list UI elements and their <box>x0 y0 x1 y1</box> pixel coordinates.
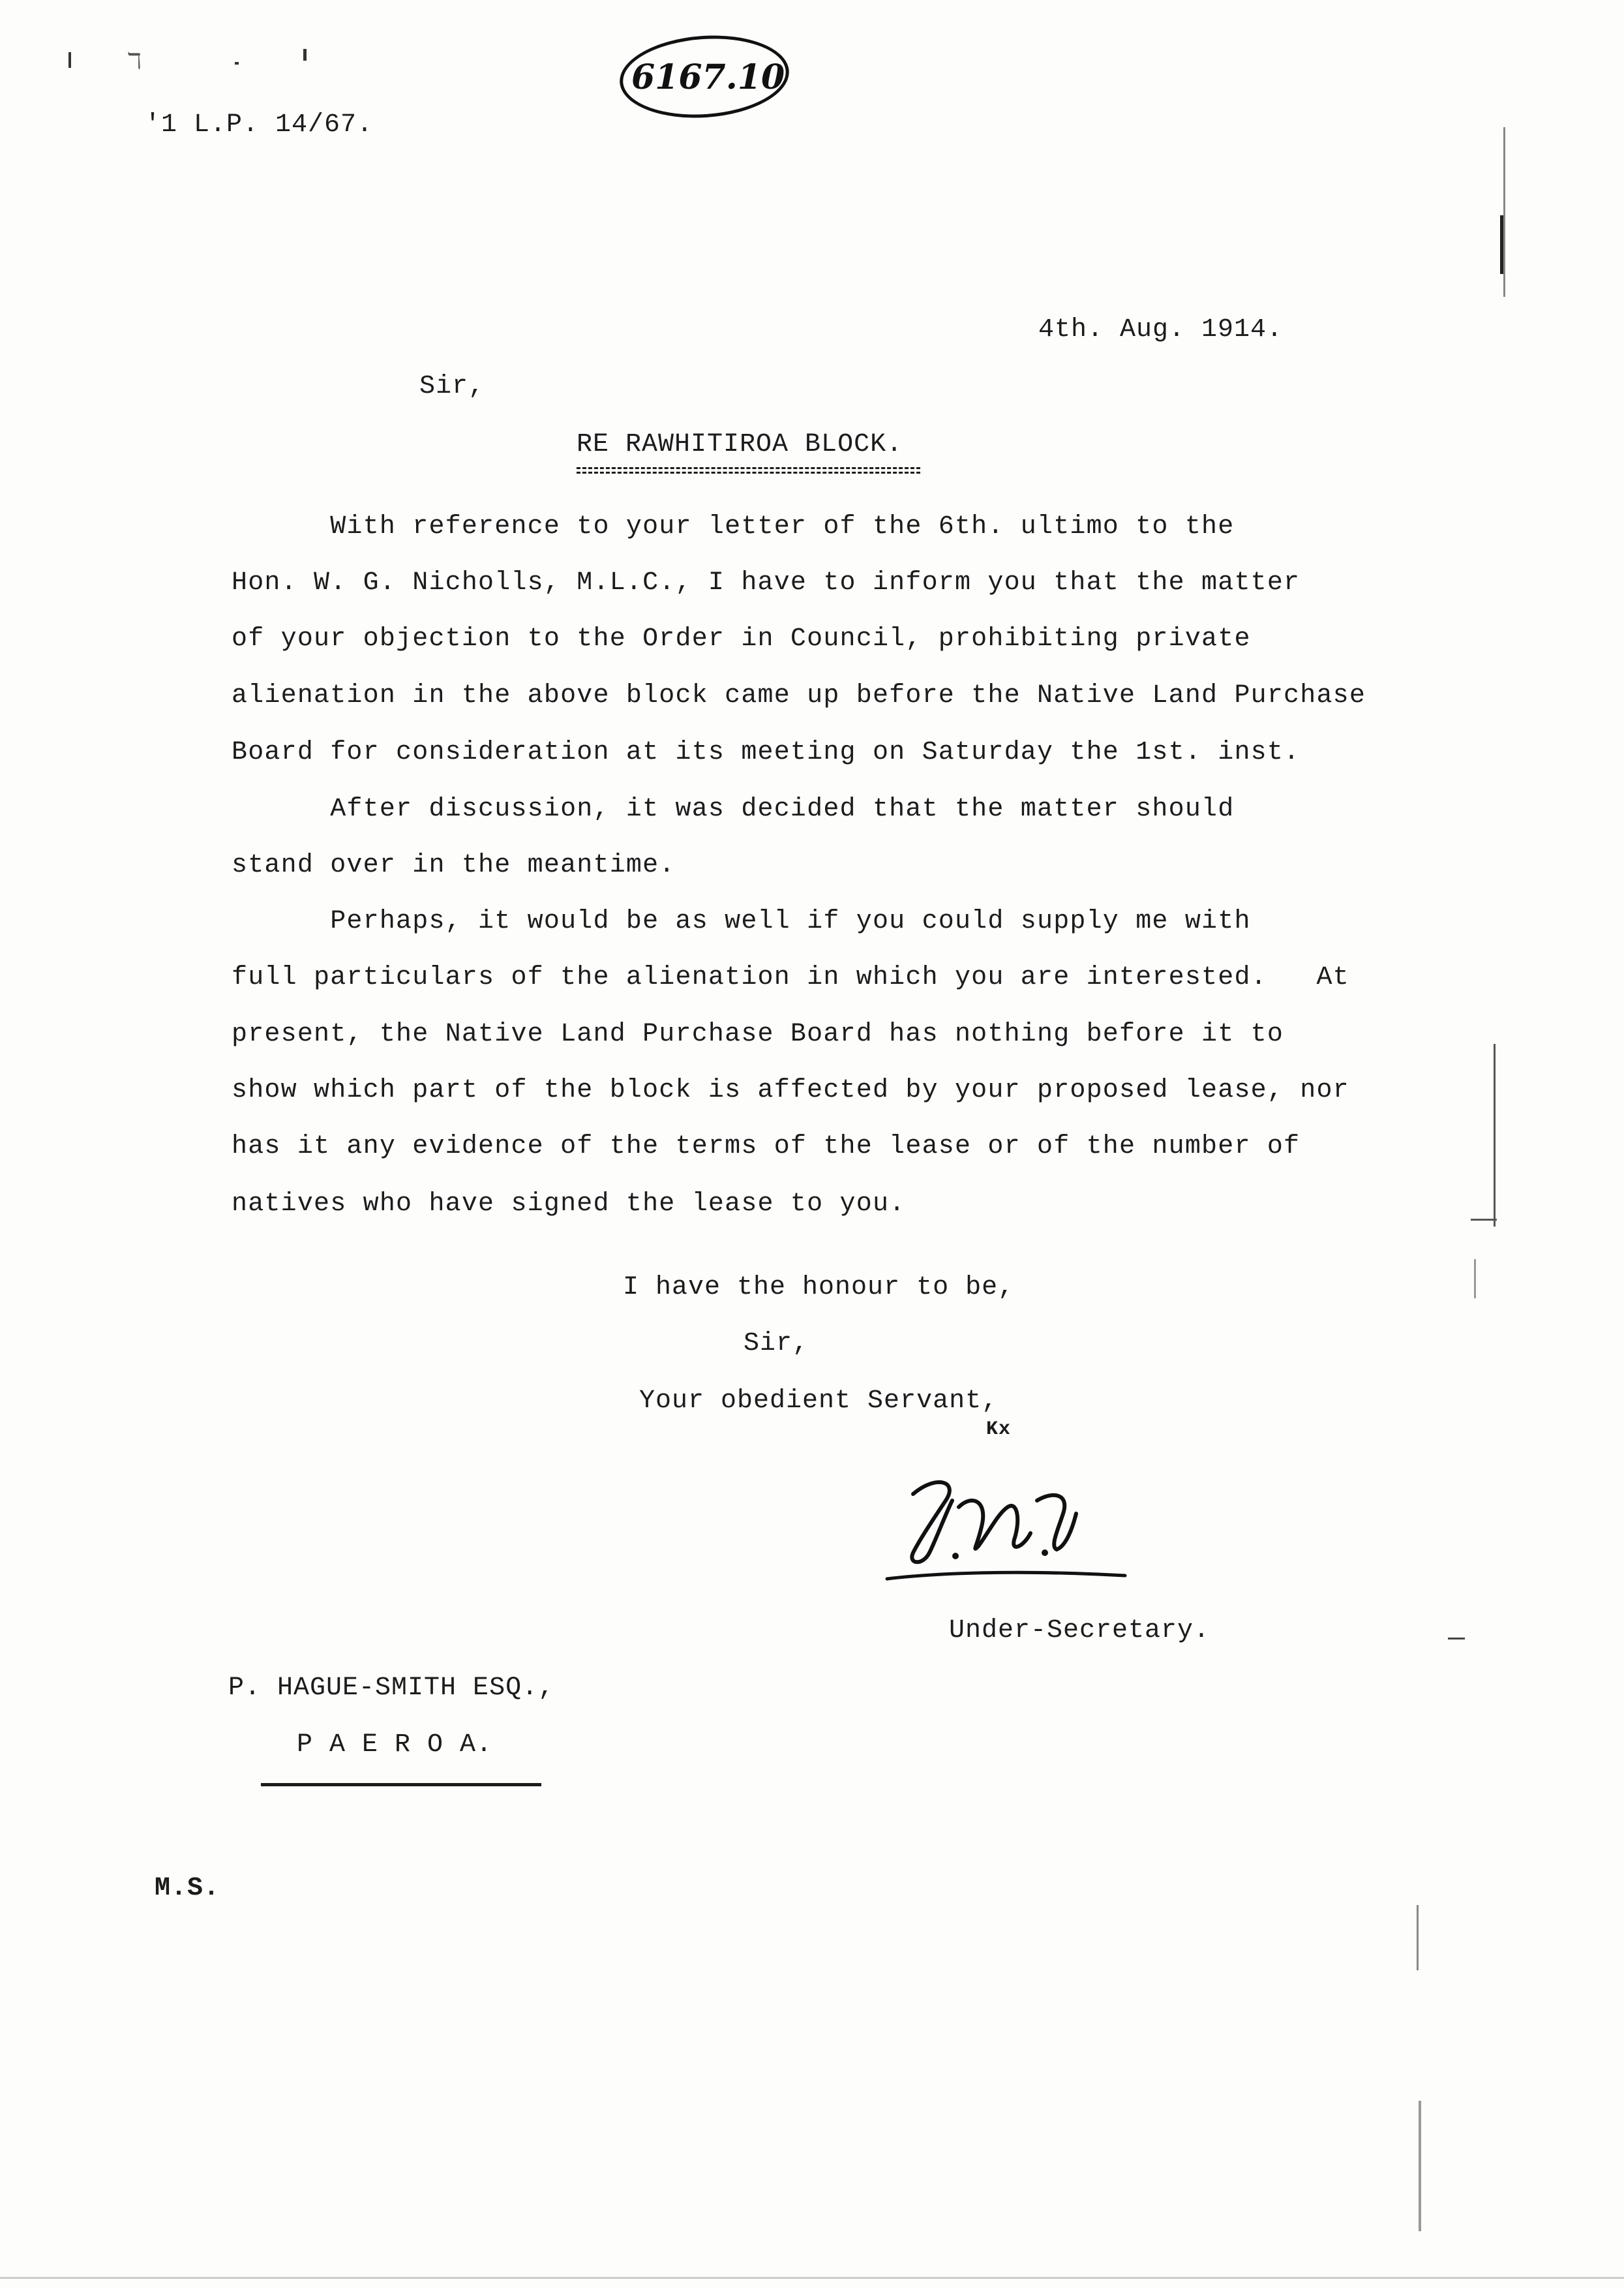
salutation: Sir, <box>419 372 485 401</box>
subject-heading: RE RAWHITIROA BLOCK. <box>577 430 903 459</box>
closing-mark: Kx <box>986 1418 1012 1441</box>
margin-speck <box>1417 1905 1419 1970</box>
body-line: natives who have signed the lease to you. <box>232 1189 906 1219</box>
margin-speck <box>1503 127 1505 297</box>
body-line: After discussion, it was decided that the matter should <box>232 795 1235 824</box>
letter-date: 4th. Aug. 1914. <box>1038 315 1284 344</box>
body-line: Board for consideration at its meeting on Saturday the 1st. inst. <box>232 738 1301 767</box>
subject-underline <box>577 467 920 474</box>
margin-mark: ℸ <box>127 51 142 76</box>
closing-line: I have the honour to be, <box>623 1273 1015 1302</box>
body-line: stand over in the meantime. <box>232 851 676 880</box>
margin-speck <box>1474 1259 1476 1298</box>
addressee-name: P. HAGUE-SMITH ESQ., <box>228 1673 555 1703</box>
body-line: With reference to your letter of the 6th. ultimo to the <box>232 512 1235 541</box>
signature-svg <box>874 1455 1135 1585</box>
margin-speck <box>1500 215 1503 274</box>
margin-speck <box>0 2277 1624 2279</box>
addressee-town: P A E R O A. <box>297 1730 493 1760</box>
closing-salutation: Sir, <box>744 1329 809 1358</box>
signatory-title: Under-Secretary. <box>949 1616 1210 1645</box>
file-reference: '1 L.P. 14/67. <box>145 110 374 140</box>
margin-speck <box>1448 1638 1465 1640</box>
body-line: of your objection to the Order in Council, prohibiting private <box>232 624 1251 654</box>
margin-speck <box>1419 2101 1421 2231</box>
margin-speck <box>235 62 239 65</box>
body-line: Perhaps, it would be as well if you could supply me with <box>232 907 1251 936</box>
margin-speck <box>68 52 71 68</box>
margin-speck <box>1494 1044 1496 1227</box>
body-line: show which part of the block is affected by your proposed lease, nor <box>232 1076 1349 1105</box>
closing-valediction: Your obedient Servant, <box>639 1386 999 1416</box>
body-line: alienation in the above block came up before the Native Land Purchase <box>232 681 1366 710</box>
body-line: has it any evidence of the terms of the lease or of the number of <box>232 1132 1301 1161</box>
margin-speck <box>1471 1219 1497 1221</box>
body-line: full particulars of the alienation in which you are interested. At <box>232 963 1349 992</box>
signature <box>874 1455 1135 1585</box>
body-line: Hon. W. G. Nicholls, M.L.C., I have to inform you that the matter <box>232 568 1301 598</box>
typist-initials: M.S. <box>155 1874 220 1903</box>
body-line: present, the Native Land Purchase Board has nothing before it to <box>232 1020 1284 1049</box>
margin-speck <box>303 49 307 61</box>
handwritten-number: 6167.10 <box>631 57 785 97</box>
addressee-underline <box>261 1783 541 1786</box>
